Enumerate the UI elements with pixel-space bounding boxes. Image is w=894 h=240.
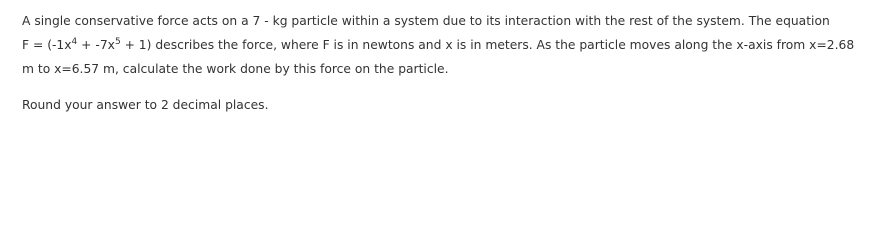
force-equation-end: + 1) describes the force, where F is in newtons and x is in meters. As the particle moves along the x-axis from x=2.68	[120, 38, 855, 52]
question-text	[0, 0, 894, 117]
force-equation-start: F = (-1x	[22, 38, 72, 52]
force-equation-middle: + -7x	[77, 38, 115, 52]
exponent-5: 5	[114, 37, 121, 47]
rounding-instruction: Round your answer to 2 decimal places.	[22, 98, 269, 112]
question-line-1: A single conservative force acts on a 7 - kg particle within a system due to its interaction with the rest of the system. The equation	[22, 14, 830, 28]
question-line-3: m to x=6.57 m, calculate the work done by this force on the particle.	[22, 62, 449, 76]
question-line-2	[22, 33, 884, 57]
exponent-4: 4	[71, 37, 78, 47]
